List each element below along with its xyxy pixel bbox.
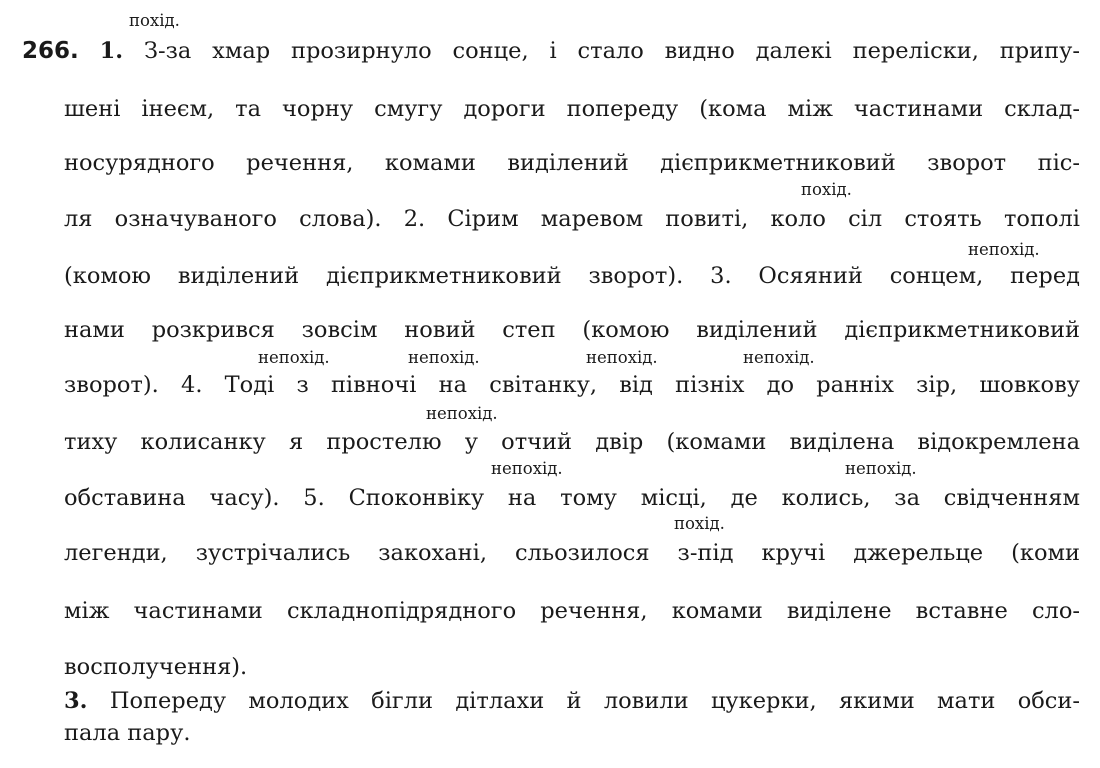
text-line: зворот). 4. Тоді з півночі на світанку, від пізніх до ранніх зір, шовкову: [64, 372, 1080, 398]
annotation-note: непохід.: [491, 459, 563, 478]
annotation-note: непохід.: [586, 348, 658, 367]
text-line: шені інеєм, та чорну смугу дороги попереду (кома між частинами склад-: [64, 96, 1080, 122]
annotation-note: непохід.: [426, 404, 498, 423]
annotation-note: непохід.: [845, 459, 917, 478]
annotation-note: непохід.: [743, 348, 815, 367]
text-line: легенди, зустрічались закохані, сльозилося з-під кручі джерельце (коми: [64, 540, 1080, 566]
annotation-note: похід.: [674, 514, 725, 533]
part-label: 3.: [64, 688, 88, 714]
text-line: нами розкрився зовсім новий степ (комою виділений дієприкметниковий: [64, 317, 1080, 343]
part-label: 1.: [99, 38, 124, 64]
text-line: [64, 686, 1080, 716]
text-line: восполучення).: [64, 654, 248, 680]
text-line: [22, 36, 1080, 66]
annotation-note: похід.: [801, 180, 852, 199]
text-line: обставина часу). 5. Споконвіку на тому місці, де колись, за свідченням: [64, 485, 1080, 511]
annotation-note: похід.: [129, 11, 180, 30]
exercise-number: 266.: [22, 38, 79, 64]
annotation-note: непохід.: [968, 240, 1040, 259]
text-line: (комою виділений дієприкметниковий зворот). 3. Осяяний сонцем, перед: [64, 263, 1080, 289]
text-line: пала пару.: [64, 720, 191, 746]
annotation-note: непохід.: [408, 348, 480, 367]
text-line: ля означуваного слова). 2. Сірим маревом повиті, коло сіл стоять тополі: [64, 206, 1080, 232]
text-fragment: З-за хмар прозирнуло сонце, і стало видно далекі переліски, припу-: [143, 38, 1080, 64]
text-line: між частинами складнопідрядного речення, комами виділене вставне сло-: [64, 598, 1080, 624]
text-fragment: Попереду молодих бігли дітлахи й ловили цукерки, якими мати обси-: [109, 688, 1081, 714]
annotation-note: непохід.: [258, 348, 330, 367]
text-line: тиху колисанку я простелю у отчий двір (комами виділена відокремлена: [64, 429, 1080, 455]
text-line: носурядного речення, комами виділений дієприкметниковий зворот піс-: [64, 150, 1080, 176]
